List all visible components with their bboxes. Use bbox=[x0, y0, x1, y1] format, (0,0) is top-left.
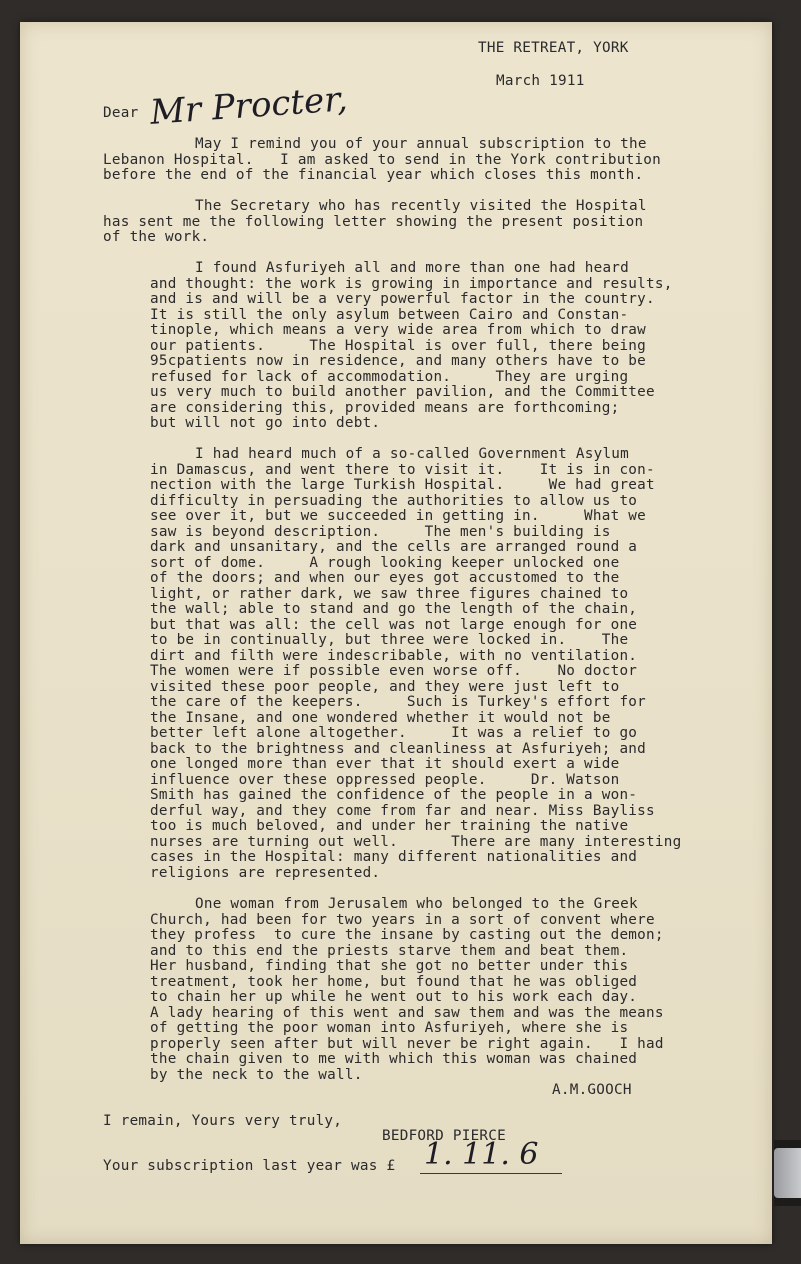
signatory-name: BEDFORD PIERCE bbox=[382, 1128, 507, 1144]
text-line: the Insane, and one wondered whether it would not be bbox=[150, 709, 611, 726]
text-line: the wall; able to stand and go the length of the chain, bbox=[150, 601, 638, 617]
text-line: tinople, which means a very wide area from which to draw bbox=[150, 322, 647, 338]
text-line: visited these poor people, and they were just left to bbox=[150, 678, 620, 695]
quote-signature: A.M.GOOCH bbox=[552, 1082, 632, 1098]
text-line: before the end of the financial year which closes this month. bbox=[103, 167, 644, 183]
text-line: One woman from Jerusalem who belonged to the Greek bbox=[195, 896, 638, 912]
text-line: refused for lack of accommodation. They are urging bbox=[150, 368, 629, 385]
binder-tab bbox=[774, 1148, 801, 1198]
text-line: Smith has gained the confidence of the people in a won- bbox=[150, 787, 638, 803]
text-line: religions are represented. bbox=[150, 864, 381, 881]
text-line: the care of the keepers. Such is Turkey's effort for bbox=[150, 694, 647, 710]
text-line: May I remind you of your annual subscription to the bbox=[195, 136, 647, 152]
text-line: of getting the poor woman into Asfuriyeh, where she is bbox=[150, 1020, 629, 1036]
header-date: March 1911 bbox=[496, 73, 585, 89]
text-line: Lebanon Hospital. I am asked to send in the York contribution bbox=[103, 151, 662, 168]
text-line: light, or rather dark, we saw three figures chained to bbox=[150, 585, 629, 602]
text-line: I found Asfuriyeh all and more than one had heard bbox=[195, 260, 630, 276]
text-line: dirt and filth were indescribable, with no ventilation. bbox=[150, 647, 638, 664]
text-line: The Secretary who has recently visited the Hospital bbox=[195, 198, 647, 214]
text-line: difficulty in persuading the authorities to allow us to bbox=[150, 492, 638, 509]
text-line: sort of dome. A rough looking keeper unlocked one bbox=[150, 554, 620, 571]
text-line: dark and unsanitary, and the cells are arranged round a bbox=[150, 539, 638, 555]
text-line: see over it, but we succeeded in getting in. What we bbox=[150, 508, 647, 524]
text-line: in Damascus, and went there to visit it. It is in con- bbox=[150, 461, 655, 478]
text-line: to be in continually, but three were locked in. The bbox=[150, 632, 629, 648]
text-line: It is still the only asylum between Cairo and Constan- bbox=[150, 306, 629, 323]
text-line: The women were if possible even worse off. No doctor bbox=[150, 663, 638, 679]
text-line: back to the brightness and cleanliness at Asfuriyeh; and bbox=[150, 740, 647, 757]
text-line: cases in the Hospital: many different nationalities and bbox=[150, 849, 638, 865]
text-line: derful way, and they come from far and near. Miss Bayliss bbox=[150, 802, 655, 819]
text-line: by the neck to the wall. bbox=[150, 1066, 363, 1083]
text-line: nection with the large Turkish Hospital. We had great bbox=[150, 477, 655, 493]
text-line: and thought: the work is growing in importance and results, bbox=[150, 275, 673, 292]
text-line: Church, had been for two years in a sort of convent where bbox=[150, 911, 655, 928]
text-line: are considering this, provided means are forthcoming; bbox=[150, 399, 620, 416]
subscription-underline bbox=[420, 1173, 562, 1174]
text-line: too is much beloved, and under her training the native bbox=[150, 818, 629, 834]
text-line: they profess to cure the insane by casting out the demon; bbox=[150, 927, 664, 943]
text-line: saw is beyond description. The men's building is bbox=[150, 523, 611, 540]
text-line: Her husband, finding that she got no better under this bbox=[150, 958, 629, 974]
closing-line: I remain, Yours very truly, bbox=[103, 1113, 343, 1129]
text-line: of the doors; and when our eyes got accustomed to the bbox=[150, 570, 620, 586]
salutation-name-handwritten: Mr Procter, bbox=[148, 79, 349, 133]
subscription-label: Your subscription last year was £ bbox=[103, 1158, 396, 1174]
text-line: to chain her up while he went out to his work each day. bbox=[150, 989, 638, 1005]
salutation-dear: Dear bbox=[103, 105, 139, 121]
subscription-amount-handwritten: 1. 11. 6 bbox=[424, 1137, 539, 1172]
text-line: better left alone altogether. It was a relief to go bbox=[150, 725, 638, 741]
text-line: I had heard much of a so-called Government Asylum bbox=[195, 446, 630, 462]
text-line: but will not go into debt. bbox=[150, 415, 381, 431]
text-line: properly seen after but will never be right again. I had bbox=[150, 1035, 664, 1052]
text-line: of the work. bbox=[103, 229, 210, 245]
text-line: and is and will be a very powerful factor in the country. bbox=[150, 291, 655, 307]
text-line: treatment, took her home, but found that he was obliged bbox=[150, 973, 638, 990]
text-line: nurses are turning out well. There are many interesting bbox=[150, 833, 682, 850]
text-line: has sent me the following letter showing the present position bbox=[103, 213, 644, 230]
text-line: but that was all: the cell was not large enough for one bbox=[150, 616, 638, 633]
text-line: 95cpatients now in residence, and many others have to be bbox=[150, 353, 647, 369]
header-address: THE RETREAT, YORK bbox=[478, 40, 629, 56]
text-line: the chain given to me with which this woman was chained bbox=[150, 1051, 638, 1067]
text-line: us very much to build another pavilion, and the Committee bbox=[150, 384, 655, 400]
text-line: influence over these oppressed people. Dr. Watson bbox=[150, 771, 620, 788]
text-line: and to this end the priests starve them and beat them. bbox=[150, 942, 629, 959]
text-line: our patients. The Hospital is over full, there being bbox=[150, 337, 647, 354]
text-line: one longed more than ever that it should exert a wide bbox=[150, 756, 620, 772]
text-line: A lady hearing of this went and saw them and was the means bbox=[150, 1004, 664, 1021]
